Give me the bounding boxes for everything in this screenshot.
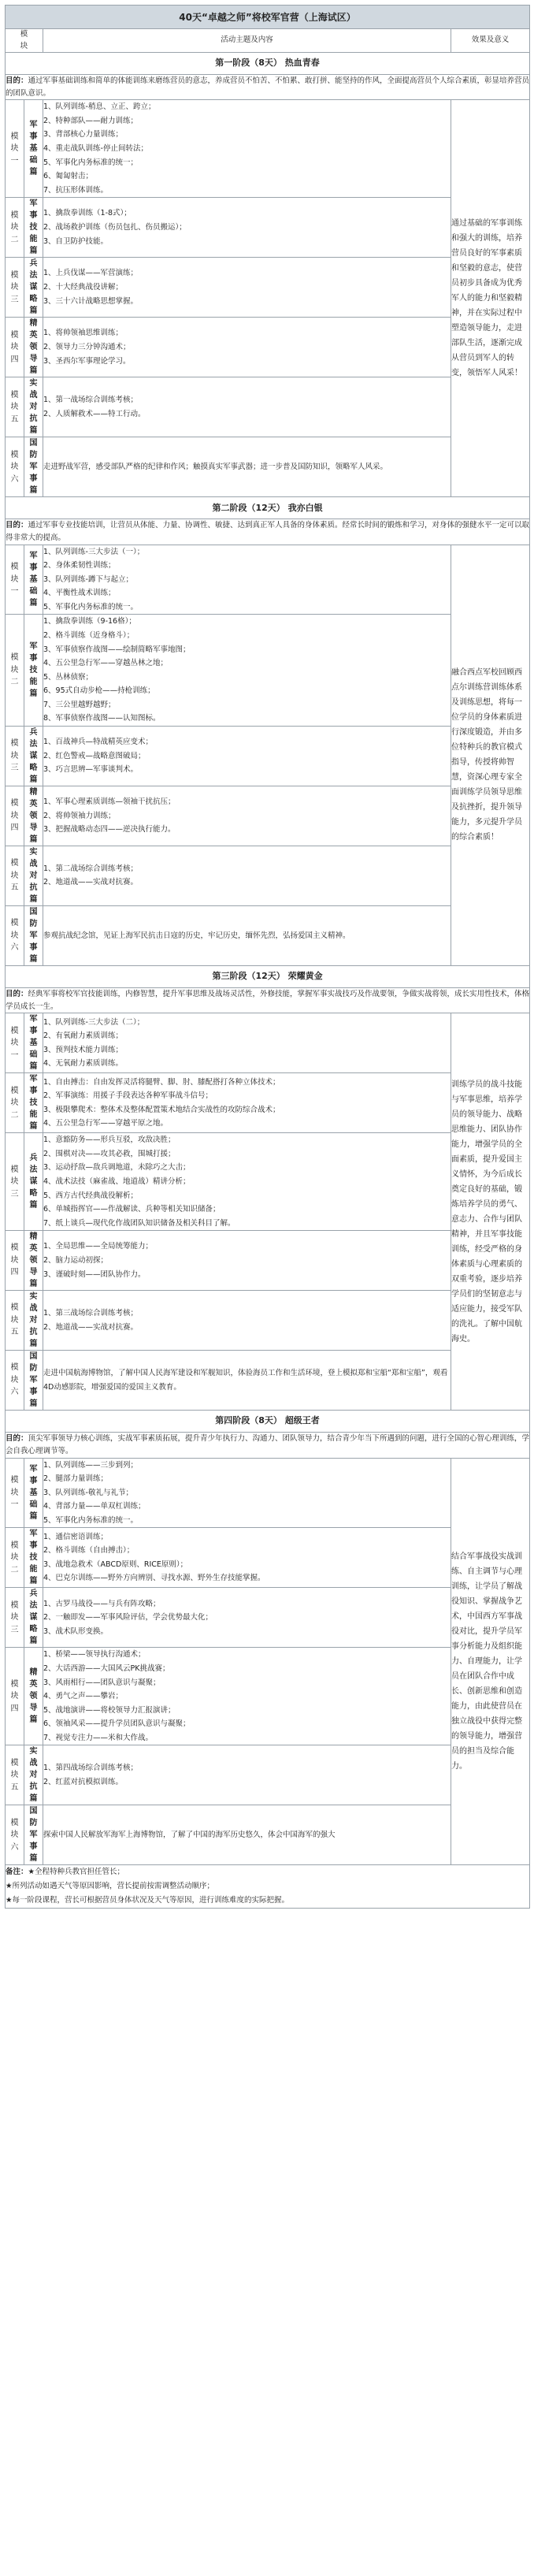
module-label: 精 英 领 导 篇 [24, 1231, 43, 1291]
module-item: 7、纸上谈兵—现代化作战团队知识储备及相关科目了解。 [43, 1218, 235, 1228]
header-content: 活动主题及内容 [43, 29, 451, 53]
module-item: 1、将帅领袖思维训练； [43, 329, 124, 338]
module-item: 2、领导力三分钟沟通术； [43, 343, 131, 351]
module-item: 走进中国航海博物馆，了解中国人民海军建设和军舰知识，体验海员工作和生活环境，登上模拟郑和宝船“郑和宝船”，观看4D动感影院，增强爱国的爱国主义教育。 [43, 1369, 448, 1392]
module-number: 模 块 一 [6, 100, 24, 198]
module-item: 3、运动抒敌—敌兵调地道，未除巧之大击； [43, 1163, 191, 1173]
phase-effect: 训练学员的战斗技能与军事思维，培养学员的领导能力、战略思维能力、团队协作能力，增强学员的全面素质，提升爱国主义情怀，为今后成长奠定良好的基础，锻炼培养学员的勇气、意志力、合作与团队精神，并且军事技能训练，经受严格的身体素质与心理素质的双重考验，逐步培养学员们的坚韧意志与适应能力，接受军队的洗礼。了解中国航海史。 [451, 1013, 530, 1411]
module-item: 3、自卫防护技能。 [43, 236, 109, 246]
module-item: 4、战术法技（麻雀战、地道战）精讲分析； [43, 1176, 191, 1186]
phase-heading: 第二阶段（12天） 我亦白银 [6, 497, 530, 519]
module-number: 模 块 五 [6, 846, 24, 905]
note-line: ★所列活动如遇天气等原因影响，营长提前按需调整活动顺序； [6, 1882, 215, 1891]
module-item: 5、军事化内务标准的统一； [43, 158, 139, 167]
module-items [43, 905, 451, 965]
note-line [6, 1865, 529, 1879]
module-label: 兵 法 谋 略 篇 [24, 726, 43, 786]
goal-text: 经典军事将校军官技能训练，内修智慧，提升军事思维及战场灵活性，外修技能，掌握军事实战技巧及作战要领，争做实战将领，成长实用性技术，体格学员成长一生。 [6, 989, 530, 1011]
module-item: 1、百战神兵—特战精英应变术； [43, 738, 154, 747]
module-items [43, 726, 451, 786]
module-number: 模 块 一 [6, 545, 24, 615]
module-item: 2、军事演练：用援子手段表达各种军事战斗信号； [43, 1091, 213, 1101]
module-items [43, 1648, 451, 1745]
module-label: 精 英 领 导 篇 [24, 1648, 43, 1745]
module-items [43, 1231, 451, 1291]
goal-text: 通过军事专业技能培训，让营员从体能、力量、协调性、敏捷、达到真正军人具备的身体素质。经常长时间的锻炼和学习，对身体的强健水平一定可以取得非常大的提高。 [6, 521, 530, 542]
goal-label: 目的： [6, 989, 28, 998]
module-item: 3、队列训练-敬礼与礼节； [43, 1488, 133, 1497]
module-items [43, 1528, 451, 1588]
module-item: 7、视觉专注力——米和大作战。 [43, 1733, 154, 1742]
module-item: 1、桥梁——领导执行沟通术； [43, 1650, 146, 1660]
module-label: 军 事 基 础 篇 [24, 545, 43, 615]
module-item: 3、把握战略动态四——逆决执行能力。 [43, 825, 176, 835]
phase-goal [6, 519, 530, 545]
module-label: 国 防 军 事 篇 [24, 437, 43, 497]
phase-heading-row [6, 53, 530, 75]
module-item: 1、第一战场综合训练考核； [43, 396, 139, 405]
module-item: 2、红蓝对抗模拟训练。 [43, 1777, 124, 1786]
module-number: 模 块 二 [6, 1528, 24, 1588]
module-item: 1、队列训练-三大步法（一）； [43, 547, 145, 556]
module-label: 实 战 对 抗 篇 [24, 1291, 43, 1351]
module-item: 2、特种部队——耐力训练； [43, 116, 139, 125]
module-label: 国 防 军 事 篇 [24, 1805, 43, 1865]
goal-text: 通过军事基础训练和简单的体能训练来磨练营员的意志，养成营员不怕苦、不怕累、敢打拼、能坚持的作风，全面提高营员个人综合素质，彰显培养营员的团队意识。 [6, 76, 530, 98]
module-number: 模 块 五 [6, 1745, 24, 1805]
module-items [43, 1351, 451, 1411]
module-item: 1、全局思维——全局统筹能力； [43, 1242, 154, 1251]
module-label: 军 事 技 能 篇 [24, 1073, 43, 1133]
notes [6, 1865, 530, 1909]
module-items [43, 1805, 451, 1865]
notes-row [6, 1865, 530, 1909]
module-item: 3、军事侦察作战图——绘制简略军事地图； [43, 645, 191, 654]
module-items [43, 1013, 451, 1073]
module-item: 1、通信密语训练； [43, 1532, 109, 1541]
module-item: 4、背部力量——单双杠训练； [43, 1502, 146, 1511]
module-item: 7、三公里越野越野； [43, 700, 116, 709]
phase-goal [6, 75, 530, 100]
module-item: 1、自由搏击：自由发挥灵活将腿臂、脚、肘、膝配搭打各种立体技术； [43, 1077, 280, 1087]
module-row [6, 1458, 530, 1528]
note-line: ★每一阶段课程，营长可根据营员身体状况及天气等原因，进行训练难度的实际把握。 [6, 1896, 290, 1905]
module-item: 2、将帅领袖力训练； [43, 811, 116, 820]
module-item: 4、平衡性战术训练； [43, 589, 116, 598]
module-number: 模 块 三 [6, 1133, 24, 1231]
module-number: 模 块 四 [6, 318, 24, 377]
module-items [43, 318, 451, 377]
camp-schedule-document [5, 5, 529, 1909]
module-item: 1、第三战场综合训练考核； [43, 1309, 139, 1318]
module-item: 6、95式自动步枪——持枪训练； [43, 686, 155, 696]
module-item: 2、围棋对决——攻其必救，围城打援； [43, 1149, 176, 1158]
module-item: 3、圣西尔军事理论学习。 [43, 356, 131, 366]
module-items [43, 258, 451, 318]
module-number: 模 块 六 [6, 437, 24, 497]
module-item: 5、军事化内务标准的统一。 [43, 1515, 139, 1525]
module-item: 4、勇气之声——攀岩； [43, 1692, 124, 1701]
goal-label: 目的： [6, 1434, 28, 1444]
header-row [6, 29, 530, 53]
module-item: 8、军事侦察作战图——认知图标。 [43, 714, 161, 723]
module-item: 6、单城指挥官——作战解读、兵种等相关知识储备； [43, 1205, 221, 1214]
module-items [43, 1588, 451, 1648]
phase-goal-row [6, 75, 530, 100]
module-item: 走进野战军营，感受部队严格的纪律和作风；触摸真实军事武器；进一步普及国防知识，领略军人风采。 [43, 463, 388, 471]
module-item: 4、无氧耐力素质训练。 [43, 1059, 124, 1069]
module-label: 兵 法 谋 略 篇 [24, 1588, 43, 1648]
module-item: 6、匍匐射击； [43, 172, 94, 181]
module-label: 国 防 军 事 篇 [24, 1351, 43, 1411]
phase-goal [6, 987, 530, 1013]
module-item: 1、古罗马战役——与兵有阵攻略； [43, 1599, 161, 1608]
module-items [43, 1133, 451, 1231]
module-item: 参观抗战纪念馆，见证上海军民抗击日寇的历史，牢记历史，缅怀先烈，弘扬爱国主义精神。 [43, 931, 350, 940]
module-item: 2、有氧耐力素质训练； [43, 1032, 124, 1041]
module-items [43, 1745, 451, 1805]
module-label: 实 战 对 抗 篇 [24, 377, 43, 437]
phase-heading-row [6, 965, 530, 987]
module-item: 1、擒敌拳训练（9-16格）； [43, 617, 136, 626]
module-item: 2、地道战——实战对抗赛。 [43, 878, 139, 887]
phase-goal-row [6, 519, 530, 545]
phase-goal-row [6, 987, 530, 1013]
module-label: 兵 法 谋 略 篇 [24, 1133, 43, 1231]
module-item: 4、巴克尔训练——野外方向辨别、寻找水源、野外生存技能掌握。 [43, 1574, 265, 1583]
module-item: 5、西方古代经典战役解析； [43, 1191, 139, 1200]
module-item: 5、战地演讲——将校领导力汇报演讲； [43, 1705, 176, 1715]
module-label: 军 事 基 础 篇 [24, 1458, 43, 1528]
module-items [43, 1291, 451, 1351]
phase-goal [6, 1433, 530, 1458]
header-module: 模 块 [6, 29, 43, 53]
module-number: 模 块 三 [6, 1588, 24, 1648]
module-number: 模 块 一 [6, 1458, 24, 1528]
phase-heading: 第三阶段（12天） 荣耀黄金 [6, 965, 530, 987]
module-item: 2、战场救护训练（伤员包扎、伤员搬运）； [43, 223, 187, 232]
module-items [43, 377, 451, 437]
module-number: 模 块 二 [6, 198, 24, 258]
module-number: 模 块 三 [6, 258, 24, 318]
module-row [6, 1013, 530, 1073]
module-item: 5、丛林侦察； [43, 672, 94, 682]
module-number: 模 块 一 [6, 1013, 24, 1073]
module-label: 精 英 领 导 篇 [24, 318, 43, 377]
module-item: 探索中国人民解放军海军上海博物馆，了解了中国的海军历史悠久，体会中国海军的强大 [43, 1831, 336, 1840]
module-item: 3、战地急救术（ABCD原则、RICE原则）； [43, 1559, 188, 1569]
goal-label: 目的： [6, 76, 28, 85]
module-item: 3、谨破时刻——团队协作力。 [43, 1269, 146, 1279]
phase-effect: 结合军事战役实战训练、自主调节与心理训练，让学员了解战役知识、掌握战争艺术，中国西方军事战役对比，提升学员军事分析能力及组织能力、自理能力，让学员在团队合作中成长、创新思维和创造能力，由此使营员在独立战役中获得完整的领导能力，增强营员的担当及综合能力。 [451, 1458, 530, 1865]
phase-effect: 融合西点军校回顾西点尔训练营训练体系及训练思想，将每一位学员的身体素质进行深度锻造，并由多位特种兵的教官模式指导，传授将帅智慧，资深心理专家全面训练学员领导思维及抗挫折，提升领导能力，多元提升学员的综合素质！ [451, 545, 530, 965]
module-item: 2、腿部力量训练； [43, 1474, 109, 1484]
module-items [43, 437, 451, 497]
module-items [43, 846, 451, 905]
module-number: 模 块 二 [6, 615, 24, 727]
phase-heading-row [6, 1411, 530, 1433]
module-number: 模 块 二 [6, 1073, 24, 1133]
module-label: 国 防 军 事 篇 [24, 905, 43, 965]
module-item: 5、军事化内务标准的统一。 [43, 602, 139, 611]
goal-text: 顶尖军事领导力核心训练，实战军事素质拓展，提升青少年执行力、沟通力、团队领导力，结合青少年当下所遇到的问题，进行全国的心智心理训练，学会自我心理调节等。 [6, 1434, 530, 1455]
schedule-table [5, 5, 530, 1909]
module-item: 1、擒敌拳训练（1-8式）； [43, 209, 132, 218]
module-item: 2、红色警戒—战略意图破局； [43, 751, 146, 760]
module-item: 1、队列训练-三大步法（二）； [43, 1017, 145, 1027]
module-item: 2、人质解救术——特工行动。 [43, 409, 146, 418]
module-item: 3、战术队形变换。 [43, 1626, 109, 1636]
module-item: 1、队列训练-稍息、立正、跨立； [43, 102, 156, 112]
module-item: 2、身体柔韧性训练； [43, 561, 116, 571]
module-items [43, 198, 451, 258]
phase-goal-row [6, 1433, 530, 1458]
header-effect: 效果及意义 [451, 29, 530, 53]
module-number: 模 块 六 [6, 1351, 24, 1411]
module-label: 军 事 技 能 篇 [24, 1528, 43, 1588]
module-item: 3、预判技术能力训练； [43, 1045, 124, 1054]
module-item: 3、三十六计战略思想掌握。 [43, 296, 139, 306]
module-item: 3、背部核心力量训练； [43, 130, 124, 139]
module-row [6, 545, 530, 615]
module-item: 3、巧言思辨—军事谈判术。 [43, 765, 139, 775]
module-item: 3、极限攀爬术：整体术及整体配置策术地结合实战性的攻防综合战术； [43, 1105, 280, 1114]
goal-label: 目的： [6, 521, 28, 530]
module-label: 军 事 技 能 篇 [24, 198, 43, 258]
module-items [43, 100, 451, 198]
module-items [43, 1073, 451, 1133]
module-label: 军 事 基 础 篇 [24, 1013, 43, 1073]
module-number: 模 块 四 [6, 1648, 24, 1745]
module-row [6, 100, 530, 198]
module-number: 模 块 五 [6, 1291, 24, 1351]
module-label: 兵 法 谋 略 篇 [24, 258, 43, 318]
module-number: 模 块 五 [6, 377, 24, 437]
module-item: 1、上兵伐谋——军营演练； [43, 269, 139, 278]
module-item: 4、五公里急行军——穿越丛林之地； [43, 659, 169, 668]
notes-label: 备注： [6, 1868, 28, 1877]
module-item: 2、一触即发——军事风险评估，学会优势最大化； [43, 1613, 213, 1623]
module-item: 3、风雨相行——团队意识与凝聚； [43, 1678, 161, 1687]
phase-heading-row [6, 497, 530, 519]
module-item: 1、意豁防务——形兵互驳，攻敌决胜； [43, 1136, 176, 1145]
module-label: 实 战 对 抗 篇 [24, 1745, 43, 1805]
module-item: 2、格斗训练（自由搏击）； [43, 1546, 135, 1556]
module-number: 模 块 四 [6, 1231, 24, 1291]
note-text: ★全程特种兵教官担任管长； [28, 1868, 125, 1877]
module-item: 2、格斗训练（近身格斗）； [43, 631, 135, 640]
module-number: 模 块 六 [6, 905, 24, 965]
module-items [43, 786, 451, 846]
module-items [43, 615, 451, 727]
module-item: 7、抗压形体训练。 [43, 185, 109, 195]
title-row [6, 6, 530, 29]
module-item: 1、第二战场综合训练考核； [43, 864, 139, 873]
phase-heading: 第四阶段（8天） 超级王者 [6, 1411, 530, 1433]
phase-heading: 第一阶段（8天） 热血青春 [6, 53, 530, 75]
module-item: 4、重走战队训练-停止间转法； [43, 144, 148, 154]
module-item: 3、队列训练-蹲下与起立； [43, 574, 133, 584]
module-item: 1、第四战场综合训练考核； [43, 1764, 139, 1773]
module-items [43, 1458, 451, 1528]
module-number: 模 块 三 [6, 726, 24, 786]
module-label: 精 英 领 导 篇 [24, 786, 43, 846]
module-item: 2、十大经典战役讲解； [43, 283, 124, 292]
module-item: 2、地道战——实战对抗赛。 [43, 1322, 139, 1332]
module-number: 模 块 六 [6, 1805, 24, 1865]
module-item: 1、军事心理素质训练—领袖干扰抗压； [43, 797, 176, 807]
module-label: 军 事 技 能 篇 [24, 615, 43, 727]
module-number: 模 块 四 [6, 786, 24, 846]
module-item: 4、五公里急行军——穿越平原之地。 [43, 1119, 169, 1128]
module-item: 6、领袖风采——提升学员团队意识与凝聚； [43, 1719, 191, 1729]
module-item: 2、大话西游——大国风云PK挑战赛； [43, 1663, 170, 1673]
module-label: 实 战 对 抗 篇 [24, 846, 43, 905]
document-title: 40天“卓越之师”将校军官营（上海试区） [6, 6, 530, 29]
module-item: 1、队列训练——三步到列； [43, 1460, 139, 1470]
module-items [43, 545, 451, 615]
module-item: 2、脑力运动初探； [43, 1255, 109, 1265]
module-label: 军 事 基 础 篇 [24, 100, 43, 198]
phase-effect: 通过基础的军事训练和强大的训练，培养营员良好的军事素质和坚毅的意志，使营员初步具备成为优秀军人的能力和坚毅精神，并在实际过程中塑造领导能力，走进部队生活，逐渐完成从营员到军人的转变，领悟军人风采！ [451, 100, 530, 497]
